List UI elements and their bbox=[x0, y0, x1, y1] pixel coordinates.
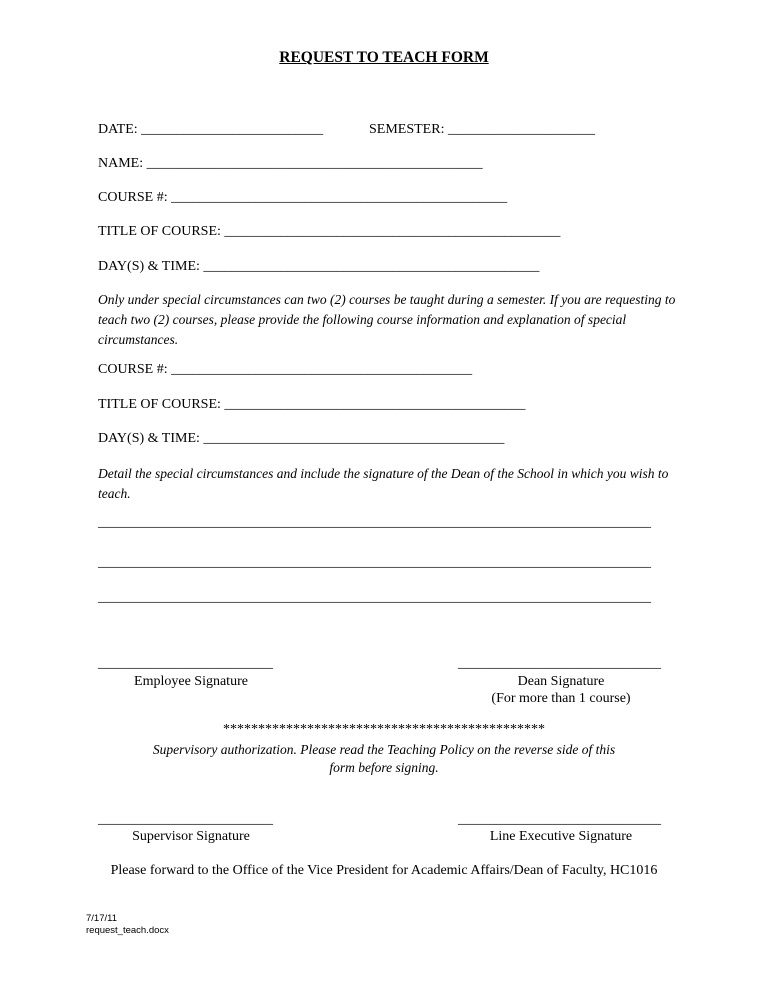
supervisory-note-line-1: Supervisory authorization. Please read the Teaching Policy on the reverse side of this bbox=[152, 742, 616, 757]
date-field[interactable]: DATE: __________________________ bbox=[98, 122, 324, 137]
dean-signature-note: (For more than 1 course) bbox=[491, 691, 631, 706]
detail-line[interactable]: _______________________________________________________________________________ bbox=[98, 590, 651, 605]
line-executive-signature-label: Line Executive Signature bbox=[489, 829, 633, 844]
detail-line[interactable]: _______________________________________________________________________________ bbox=[98, 555, 651, 570]
second-days-time-field[interactable]: DAY(S) & TIME: ___________________________________________ bbox=[98, 431, 505, 446]
second-course-number-field[interactable]: COURSE #: ___________________________________________ bbox=[98, 362, 473, 377]
dean-signature-label: Dean Signature bbox=[517, 674, 605, 689]
footer-filename: request_teach.docx bbox=[86, 925, 169, 936]
course-number-field[interactable]: COURSE #: ________________________________________________ bbox=[98, 190, 508, 205]
form-title: REQUEST TO TEACH FORM bbox=[279, 49, 489, 66]
course-title-field[interactable]: TITLE OF COURSE: ________________________________________________ bbox=[98, 224, 561, 239]
name-field[interactable]: NAME: ________________________________________________ bbox=[98, 156, 483, 171]
employee-signature-label: Employee Signature bbox=[134, 674, 248, 689]
footer-date: 7/17/11 bbox=[86, 913, 117, 924]
supervisory-note-line-2: form before signing. bbox=[329, 760, 439, 775]
second-course-title-field[interactable]: TITLE OF COURSE: ___________________________________________ bbox=[98, 397, 526, 412]
supervisor-signature-label: Supervisor Signature bbox=[132, 829, 250, 844]
forward-note: Please forward to the Office of the Vice President for Academic Affairs/Dean of Faculty, HC1016 bbox=[110, 863, 658, 878]
semester-field[interactable]: SEMESTER: _____________________ bbox=[369, 122, 595, 137]
supervisor-signature-line[interactable]: _________________________ bbox=[98, 812, 273, 827]
detail-note: Detail the special circumstances and include the signature of the Dean of the School in which you wish to teach. bbox=[98, 466, 669, 501]
special-circumstances-note: Only under special circumstances can two (2) courses be taught during a semester. If you are requesting to teach two (2) courses, please provide the following course information and explanation of special circumstances. bbox=[98, 292, 676, 347]
separator: ********************************************** bbox=[223, 722, 545, 737]
employee-signature-line[interactable]: _________________________ bbox=[98, 656, 273, 671]
detail-line[interactable]: _______________________________________________________________________________ bbox=[98, 515, 651, 530]
days-time-field[interactable]: DAY(S) & TIME: ________________________________________________ bbox=[98, 259, 540, 274]
line-executive-signature-line[interactable]: _____________________________ bbox=[458, 812, 661, 827]
dean-signature-line[interactable]: _____________________________ bbox=[458, 656, 661, 671]
